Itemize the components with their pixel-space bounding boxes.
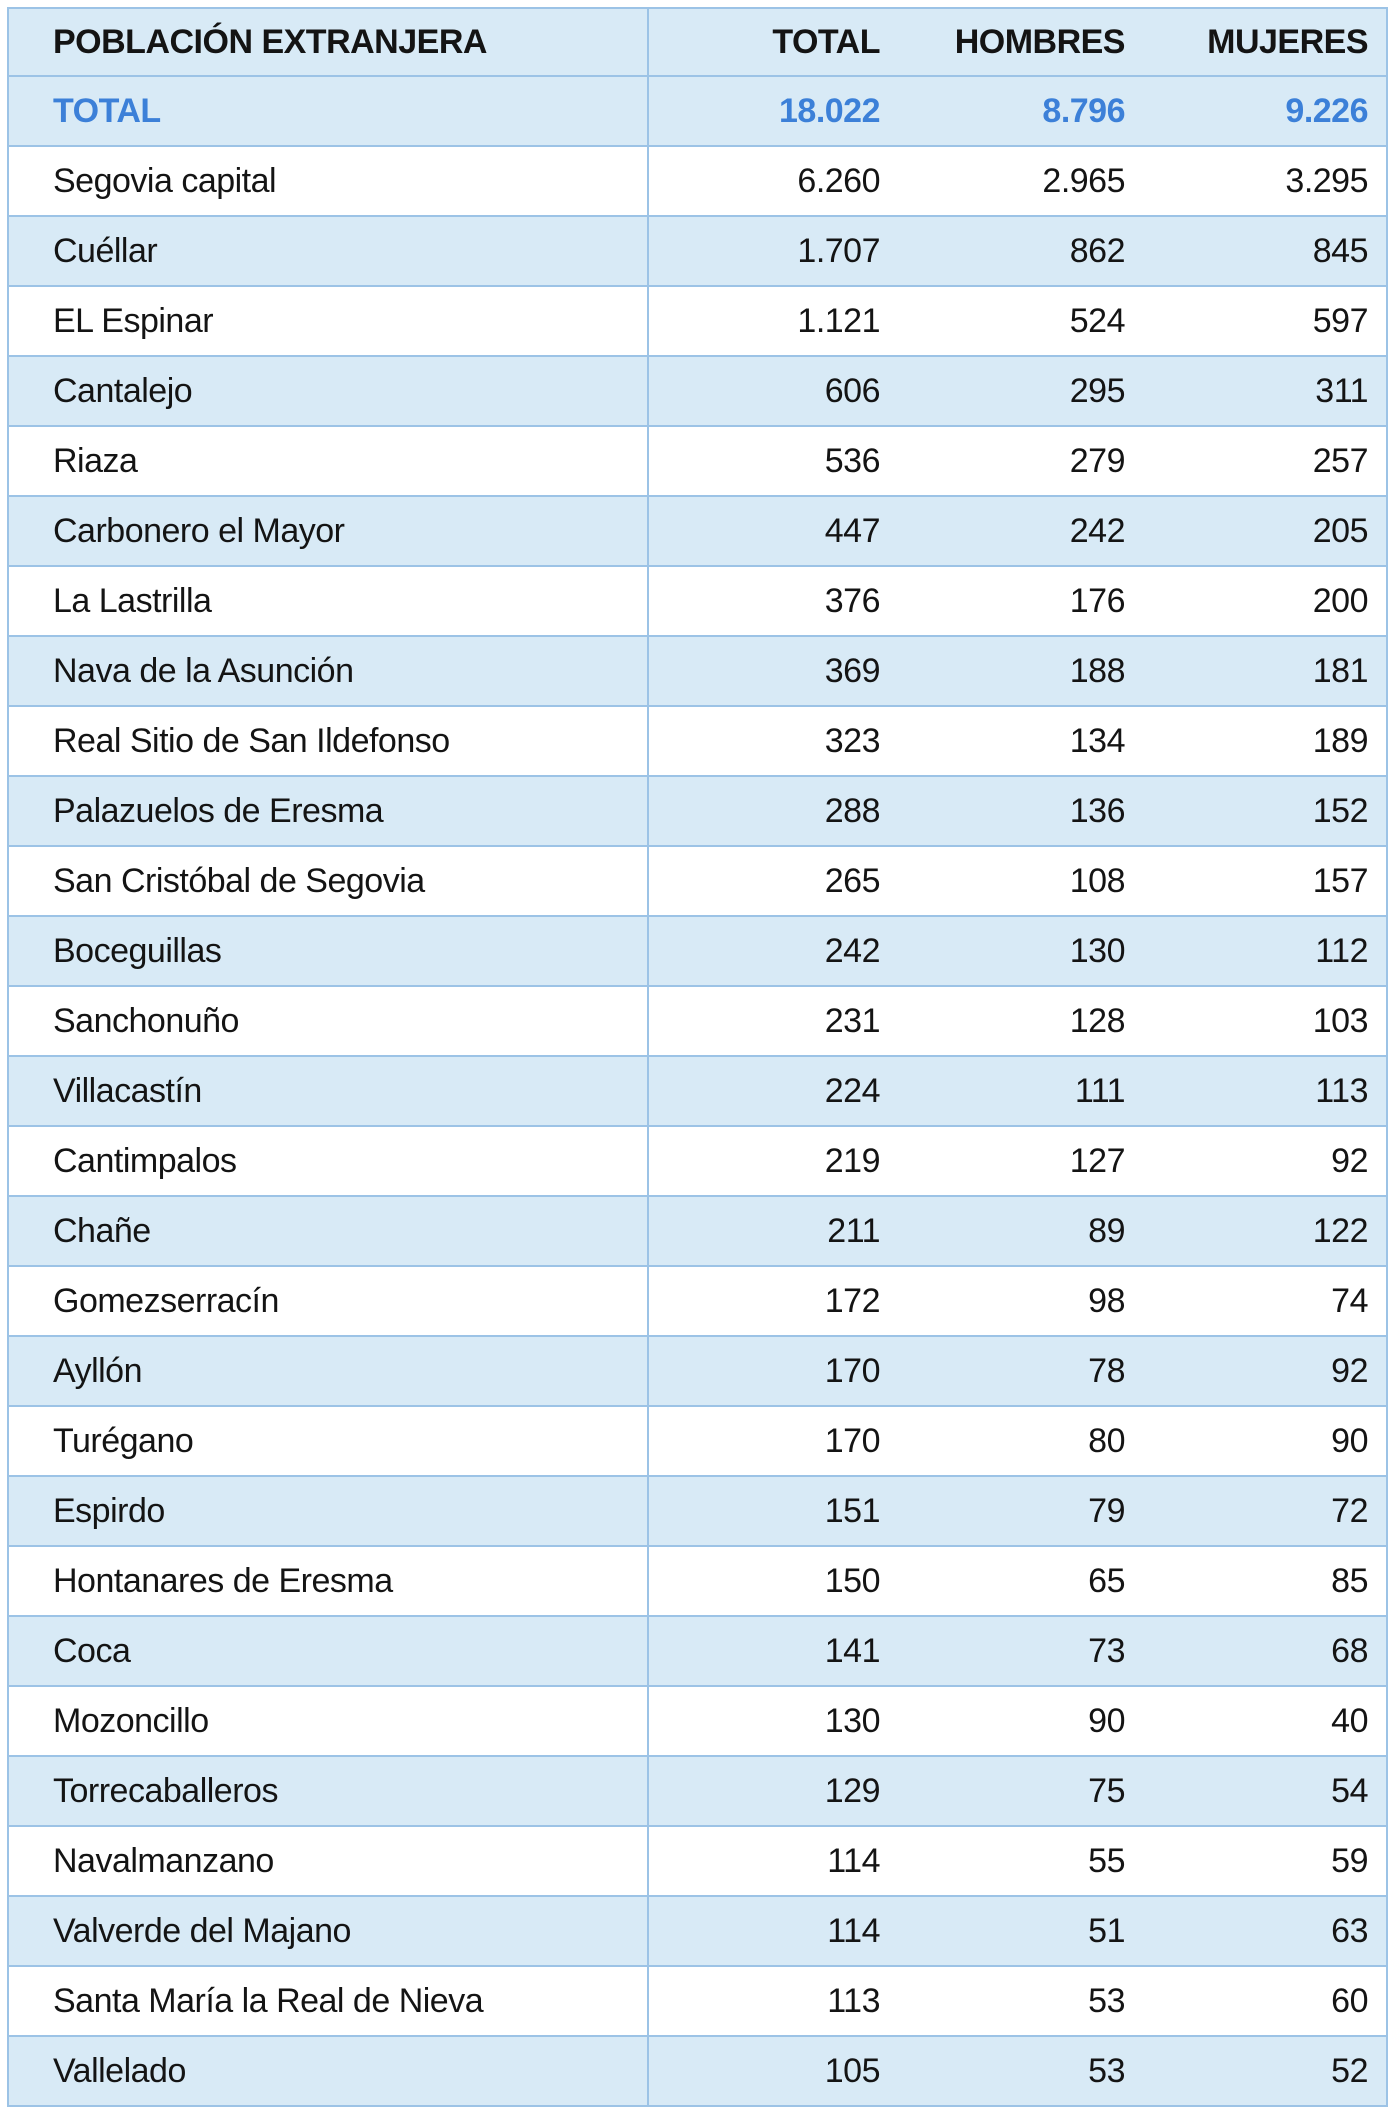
- municipality-name: Vallelado: [8, 2036, 648, 2106]
- total-row-total-value: 18.022: [648, 76, 898, 146]
- table-row: [8, 776, 1387, 846]
- total-value: 150: [648, 1546, 898, 1616]
- total-value: 129: [648, 1756, 898, 1826]
- municipality-name: Santa María la Real de Nieva: [8, 1966, 648, 2036]
- table-row: [8, 2036, 1387, 2106]
- hombres-value: 242: [898, 496, 1143, 566]
- col-header-total: TOTAL: [648, 8, 898, 76]
- mujeres-value: 200: [1143, 566, 1387, 636]
- total-value: 170: [648, 1406, 898, 1476]
- table-row: [8, 496, 1387, 566]
- municipality-name: Mozoncillo: [8, 1686, 648, 1756]
- hombres-value: 127: [898, 1126, 1143, 1196]
- hombres-value: 80: [898, 1406, 1143, 1476]
- mujeres-value: 92: [1143, 1336, 1387, 1406]
- municipality-name: Navalmanzano: [8, 1826, 648, 1896]
- municipality-name: Turégano: [8, 1406, 648, 1476]
- mujeres-value: 112: [1143, 916, 1387, 986]
- table-row: [8, 1406, 1387, 1476]
- table-body: [8, 76, 1387, 2106]
- total-value: 114: [648, 1896, 898, 1966]
- hombres-value: 128: [898, 986, 1143, 1056]
- hombres-value: 108: [898, 846, 1143, 916]
- hombres-value: 78: [898, 1336, 1143, 1406]
- table-row: [8, 1546, 1387, 1616]
- mujeres-value: 63: [1143, 1896, 1387, 1966]
- mujeres-value: 52: [1143, 2036, 1387, 2106]
- municipality-name: Gomezserracín: [8, 1266, 648, 1336]
- municipality-name: Espirdo: [8, 1476, 648, 1546]
- municipality-name: Cantalejo: [8, 356, 648, 426]
- total-value: 231: [648, 986, 898, 1056]
- total-value: 170: [648, 1336, 898, 1406]
- hombres-value: 524: [898, 286, 1143, 356]
- total-row-label: TOTAL: [8, 76, 648, 146]
- municipality-name: Real Sitio de San Ildefonso: [8, 706, 648, 776]
- total-value: 219: [648, 1126, 898, 1196]
- municipality-name: Coca: [8, 1616, 648, 1686]
- municipality-name: Segovia capital: [8, 146, 648, 216]
- mujeres-value: 40: [1143, 1686, 1387, 1756]
- municipality-name: Ayllón: [8, 1336, 648, 1406]
- municipality-name: Nava de la Asunción: [8, 636, 648, 706]
- col-header-hombres: HOMBRES: [898, 8, 1143, 76]
- hombres-value: 176: [898, 566, 1143, 636]
- col-header-mujeres: MUJERES: [1143, 8, 1387, 76]
- mujeres-value: 59: [1143, 1826, 1387, 1896]
- table-row: [8, 1126, 1387, 1196]
- mujeres-value: 92: [1143, 1126, 1387, 1196]
- table-row: [8, 1476, 1387, 1546]
- total-row-mujeres-value: 9.226: [1143, 76, 1387, 146]
- table-row: [8, 636, 1387, 706]
- municipality-name: Hontanares de Eresma: [8, 1546, 648, 1616]
- table-row: [8, 1896, 1387, 1966]
- mujeres-value: 68: [1143, 1616, 1387, 1686]
- hombres-value: 90: [898, 1686, 1143, 1756]
- total-value: 172: [648, 1266, 898, 1336]
- mujeres-value: 311: [1143, 356, 1387, 426]
- hombres-value: 279: [898, 426, 1143, 496]
- municipality-name: Riaza: [8, 426, 648, 496]
- mujeres-value: 597: [1143, 286, 1387, 356]
- total-value: 6.260: [648, 146, 898, 216]
- total-value: 323: [648, 706, 898, 776]
- total-value: 536: [648, 426, 898, 496]
- table-row: [8, 1756, 1387, 1826]
- total-value: 369: [648, 636, 898, 706]
- table-row: [8, 706, 1387, 776]
- mujeres-value: 60: [1143, 1966, 1387, 2036]
- municipality-name: Cuéllar: [8, 216, 648, 286]
- hombres-value: 295: [898, 356, 1143, 426]
- table-row: [8, 216, 1387, 286]
- municipality-name: EL Espinar: [8, 286, 648, 356]
- hombres-value: 75: [898, 1756, 1143, 1826]
- hombres-value: 65: [898, 1546, 1143, 1616]
- mujeres-value: 85: [1143, 1546, 1387, 1616]
- hombres-value: 51: [898, 1896, 1143, 1966]
- header-row: [8, 8, 1387, 76]
- table-row: [8, 986, 1387, 1056]
- table-row: [8, 916, 1387, 986]
- total-value: 376: [648, 566, 898, 636]
- table-row: [8, 1686, 1387, 1756]
- total-value: 141: [648, 1616, 898, 1686]
- table-row: [8, 426, 1387, 496]
- hombres-value: 134: [898, 706, 1143, 776]
- hombres-value: 98: [898, 1266, 1143, 1336]
- table-row: [8, 356, 1387, 426]
- hombres-value: 130: [898, 916, 1143, 986]
- hombres-value: 2.965: [898, 146, 1143, 216]
- total-row: [8, 76, 1387, 146]
- total-value: 211: [648, 1196, 898, 1266]
- mujeres-value: 103: [1143, 986, 1387, 1056]
- municipality-name: Valverde del Majano: [8, 1896, 648, 1966]
- municipality-name: Villacastín: [8, 1056, 648, 1126]
- total-value: 606: [648, 356, 898, 426]
- total-value: 130: [648, 1686, 898, 1756]
- hombres-value: 862: [898, 216, 1143, 286]
- hombres-value: 53: [898, 1966, 1143, 2036]
- municipality-name: La Lastrilla: [8, 566, 648, 636]
- hombres-value: 188: [898, 636, 1143, 706]
- table-row: [8, 1056, 1387, 1126]
- municipality-name: Torrecaballeros: [8, 1756, 648, 1826]
- table-row: [8, 1266, 1387, 1336]
- municipality-name: San Cristóbal de Segovia: [8, 846, 648, 916]
- hombres-value: 55: [898, 1826, 1143, 1896]
- table-row: [8, 1196, 1387, 1266]
- table-row: [8, 566, 1387, 636]
- municipality-name: Cantimpalos: [8, 1126, 648, 1196]
- hombres-value: 111: [898, 1056, 1143, 1126]
- table-row: [8, 1966, 1387, 2036]
- hombres-value: 136: [898, 776, 1143, 846]
- mujeres-value: 113: [1143, 1056, 1387, 1126]
- mujeres-value: 74: [1143, 1266, 1387, 1336]
- mujeres-value: 157: [1143, 846, 1387, 916]
- hombres-value: 73: [898, 1616, 1143, 1686]
- municipality-name: Palazuelos de Eresma: [8, 776, 648, 846]
- total-value: 1.121: [648, 286, 898, 356]
- mujeres-value: 122: [1143, 1196, 1387, 1266]
- total-value: 288: [648, 776, 898, 846]
- total-value: 105: [648, 2036, 898, 2106]
- municipality-name: Carbonero el Mayor: [8, 496, 648, 566]
- mujeres-value: 845: [1143, 216, 1387, 286]
- total-value: 242: [648, 916, 898, 986]
- table-row: [8, 286, 1387, 356]
- table-row: [8, 146, 1387, 216]
- mujeres-value: 3.295: [1143, 146, 1387, 216]
- total-value: 151: [648, 1476, 898, 1546]
- total-value: 114: [648, 1826, 898, 1896]
- table-row: [8, 1616, 1387, 1686]
- municipality-name: Boceguillas: [8, 916, 648, 986]
- table-title: POBLACIÓN EXTRANJERA: [8, 8, 648, 76]
- table-row: [8, 1336, 1387, 1406]
- municipality-name: Sanchonuño: [8, 986, 648, 1056]
- mujeres-value: 205: [1143, 496, 1387, 566]
- mujeres-value: 257: [1143, 426, 1387, 496]
- population-table: [7, 7, 1388, 2107]
- total-row-hombres-value: 8.796: [898, 76, 1143, 146]
- total-value: 447: [648, 496, 898, 566]
- hombres-value: 89: [898, 1196, 1143, 1266]
- mujeres-value: 90: [1143, 1406, 1387, 1476]
- table-row: [8, 846, 1387, 916]
- total-value: 1.707: [648, 216, 898, 286]
- mujeres-value: 54: [1143, 1756, 1387, 1826]
- total-value: 113: [648, 1966, 898, 2036]
- mujeres-value: 189: [1143, 706, 1387, 776]
- total-value: 224: [648, 1056, 898, 1126]
- mujeres-value: 152: [1143, 776, 1387, 846]
- municipality-name: Chañe: [8, 1196, 648, 1266]
- hombres-value: 79: [898, 1476, 1143, 1546]
- hombres-value: 53: [898, 2036, 1143, 2106]
- table-row: [8, 1826, 1387, 1896]
- mujeres-value: 181: [1143, 636, 1387, 706]
- total-value: 265: [648, 846, 898, 916]
- mujeres-value: 72: [1143, 1476, 1387, 1546]
